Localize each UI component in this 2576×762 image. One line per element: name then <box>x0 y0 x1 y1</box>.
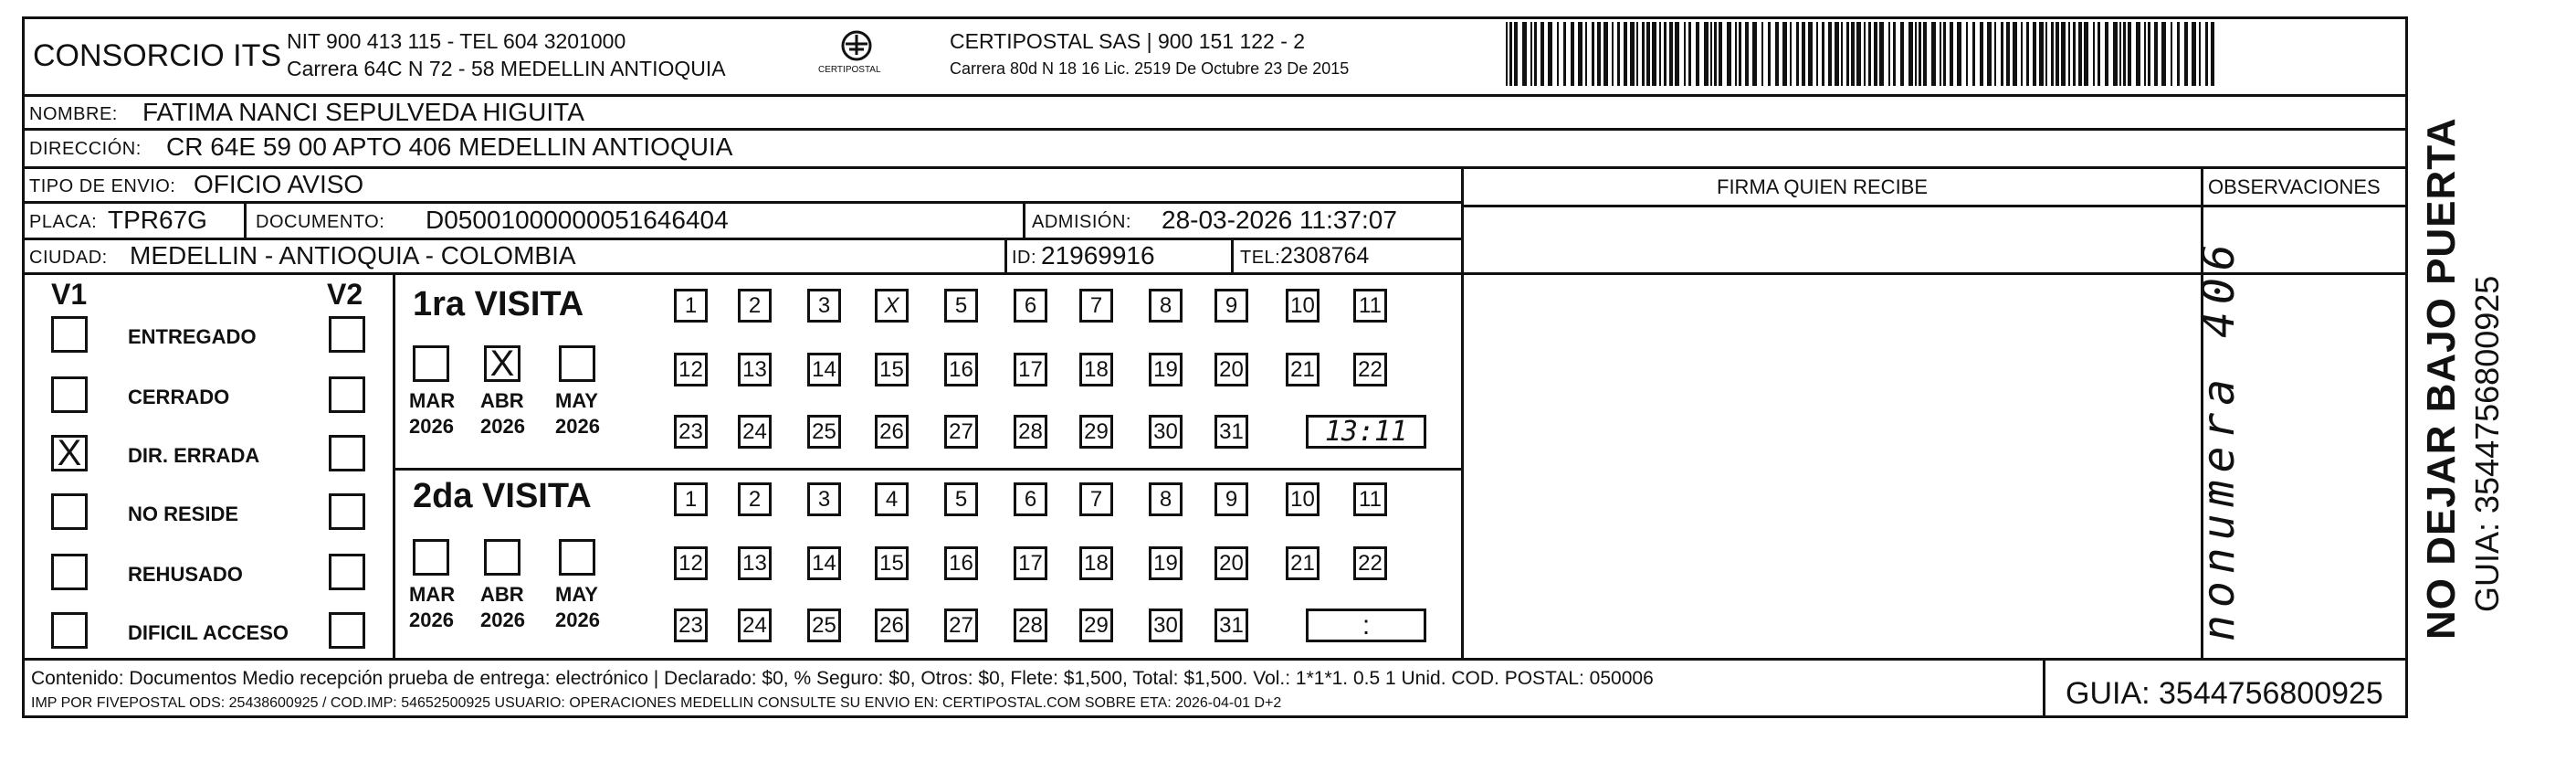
barcode-bar <box>1943 22 1946 86</box>
documento-value: D05001000000051646404 <box>426 206 729 234</box>
barcode-bar <box>1506 22 1508 86</box>
barcode-bar <box>2199 22 2201 86</box>
visit1-month-checkbox[interactable] <box>413 345 449 382</box>
barcode-bar <box>1919 22 1921 86</box>
visit1-day-cell[interactable]: X <box>875 289 909 323</box>
visit2-title: 2da VISITA <box>413 477 592 515</box>
barcode-bar <box>1893 22 1896 86</box>
visit1-month-checkbox[interactable]: X <box>484 345 520 382</box>
visit2-day-cell[interactable]: 13 <box>738 546 772 580</box>
status-v2-checkbox[interactable] <box>329 493 365 530</box>
visit1-day-cell[interactable]: 26 <box>875 415 909 449</box>
visit1-year-label: 2026 <box>409 415 454 438</box>
visit1-year-label: 2026 <box>480 415 525 438</box>
barcode-bar <box>2093 22 2095 86</box>
barcode-bar <box>1775 22 1779 86</box>
barcode-bar <box>2113 22 2118 86</box>
visit1-day-cell[interactable]: 10 <box>1286 289 1320 323</box>
visit2-day-cell[interactable]: 10 <box>1286 482 1320 516</box>
status-label: CERRADO <box>128 386 230 408</box>
visit1-day-cell[interactable]: 19 <box>1149 353 1183 386</box>
side-warning: NO DEJAR BAJO PUERTA <box>2419 117 2464 640</box>
visit2-day-cell[interactable]: 24 <box>738 609 772 642</box>
visit1-day-cell[interactable]: 21 <box>1286 353 1320 386</box>
barcode-bar <box>1735 22 1737 86</box>
barcode-bar <box>1522 22 1527 86</box>
visit2-day-cell[interactable]: 3 <box>807 482 841 516</box>
logo-caption: CERTIPOSTAL <box>818 65 881 75</box>
visit1-day-cell[interactable]: 29 <box>1079 415 1113 449</box>
visit1-year-label: 2026 <box>555 415 600 438</box>
footer-guia: GUIA: 3544756800925 <box>2066 676 2383 711</box>
barcode-bar <box>1597 22 1601 86</box>
barcode-bar <box>1987 22 1992 86</box>
status-v1-checkbox[interactable] <box>51 554 88 590</box>
id-label: ID: <box>1012 248 1037 268</box>
barcode-bar <box>2123 22 2126 86</box>
observaciones-header: OBSERVACIONES <box>2208 175 2381 198</box>
nombre-label: NOMBRE: <box>29 104 118 124</box>
barcode-bar <box>1630 22 1635 86</box>
barcode-bar <box>1592 22 1594 86</box>
visit2-day-cell[interactable]: 27 <box>944 609 978 642</box>
barcode-bar <box>2061 22 2066 86</box>
carrier-name: CERTIPOSTAL SAS | 900 151 122 - 2 <box>950 29 1306 53</box>
barcode-bar <box>1972 22 1975 86</box>
barcode-bar <box>1900 22 1904 86</box>
barcode-bar <box>1879 22 1884 86</box>
visit1-month-label: MAR <box>409 389 456 412</box>
barcode-bar <box>2026 22 2029 86</box>
visit1-day-cell[interactable]: 6 <box>1014 289 1047 323</box>
company-nit: NIT 900 413 115 - TEL 604 3201000 <box>287 29 626 53</box>
barcode-bar <box>1739 22 1741 86</box>
firma-header: FIRMA QUIEN RECIBE <box>1717 175 1929 198</box>
visit2-year-label: 2026 <box>480 609 525 631</box>
status-v2-checkbox[interactable] <box>329 612 365 649</box>
barcode-bar <box>2184 22 2188 86</box>
visit1-day-cell[interactable]: 1 <box>674 289 708 323</box>
ciudad-label: CIUDAD: <box>29 248 108 268</box>
visit1-day-cell[interactable]: 9 <box>1214 289 1248 323</box>
visit1-title: 1ra VISITA <box>413 285 584 323</box>
documento-label: DOCUMENTO: <box>256 212 385 232</box>
status-v2-checkbox[interactable] <box>329 376 365 413</box>
visit1-day-cell[interactable]: 24 <box>738 415 772 449</box>
barcode-bar <box>1578 22 1582 86</box>
status-label: DIR. ERRADA <box>128 444 260 467</box>
footer-imp: IMP POR FIVEPOSTAL ODS: 25438600925 / COD.IMP: 54652500925 USUARIO: OPERACIONES MEDELLIN CONSULTE SU ENVIO EN: CERTIPOSTAL.COM SOBRE ETA: 2026-04-01 D+2 <box>31 695 1282 711</box>
barcode-bar <box>2045 22 2047 86</box>
visit2-month-checkbox[interactable] <box>484 539 520 576</box>
barcode-bar <box>1841 22 1843 86</box>
barcode-bar <box>2128 22 2131 86</box>
tel-value: 2308764 <box>1280 243 1370 269</box>
admision-label: ADMISIÓN: <box>1032 212 1131 232</box>
barcode-bar <box>1557 22 1559 86</box>
barcode-bar <box>1603 22 1608 86</box>
barcode-bar <box>2192 22 2196 86</box>
barcode-bar <box>2056 22 2059 86</box>
direccion-label: DIRECCIÓN: <box>29 139 142 159</box>
visit2-day-cell[interactable]: 29 <box>1079 609 1113 642</box>
visit1-day-cell[interactable]: 18 <box>1079 353 1113 386</box>
visit2-day-cell[interactable]: 17 <box>1014 546 1047 580</box>
visit1-day-cell[interactable]: 2 <box>738 289 772 323</box>
barcode-bar <box>2161 22 2166 86</box>
barcode-bar <box>1727 22 1731 86</box>
barcode <box>1502 22 2224 86</box>
visit2-day-cell[interactable]: 31 <box>1214 609 1248 642</box>
barcode-bar <box>2051 22 2054 86</box>
status-label: ENTREGADO <box>128 325 257 348</box>
visit2-day-cell[interactable]: 30 <box>1149 609 1183 642</box>
visit1-day-cell[interactable]: 25 <box>807 415 841 449</box>
tipo-envio-value: OFICIO AVISO <box>194 170 364 198</box>
barcode-bar <box>1851 22 1855 86</box>
visit2-day-cell[interactable]: 21 <box>1286 546 1320 580</box>
status-v2-checkbox[interactable] <box>329 435 365 471</box>
barcode-bar <box>1745 22 1749 86</box>
barcode-bar <box>2021 22 2023 86</box>
id-value: 21969916 <box>1041 241 1155 270</box>
status-label: REHUSADO <box>128 563 243 586</box>
visit1-day-cell[interactable]: 20 <box>1214 353 1248 386</box>
barcode-bar <box>2039 22 2044 86</box>
visit1-day-cell[interactable]: 22 <box>1353 353 1387 386</box>
visit2-day-cell[interactable]: 2 <box>738 482 772 516</box>
barcode-bar <box>2033 22 2036 86</box>
visit1-day-cell[interactable]: 3 <box>807 289 841 323</box>
visit2-day-cell[interactable]: 15 <box>875 546 909 580</box>
barcode-bar <box>2211 22 2214 86</box>
carrier-address: Carrera 80d N 18 16 Lic. 2519 De Octubre 23 De 2015 <box>950 59 1350 78</box>
visit1-month-label: MAY <box>555 389 598 412</box>
visit1-day-cell[interactable]: 11 <box>1353 289 1387 323</box>
barcode-bar <box>1923 22 1927 86</box>
barcode-bar <box>1684 22 1686 86</box>
visit2-day-cell[interactable]: 6 <box>1014 482 1047 516</box>
visit2-month-label: MAR <box>409 583 456 606</box>
status-v1-checkbox[interactable] <box>51 612 88 649</box>
barcode-bar <box>2148 22 2150 86</box>
status-label: NO RESIDE <box>128 503 239 525</box>
status-v1-checkbox[interactable] <box>51 376 88 413</box>
barcode-bar <box>1514 22 1518 86</box>
barcode-bar <box>2001 22 2003 86</box>
barcode-bar <box>2098 22 2100 86</box>
visit1-day-cell[interactable]: 8 <box>1149 289 1183 323</box>
visit1-day-cell[interactable]: 30 <box>1149 415 1183 449</box>
barcode-bar <box>1808 22 1813 86</box>
barcode-bar <box>1675 22 1679 86</box>
status-label: DIFICIL ACCESO <box>128 621 289 644</box>
barcode-bar <box>1908 22 1913 86</box>
barcode-bar <box>1868 22 1871 86</box>
visit1-month-checkbox[interactable] <box>559 345 595 382</box>
visit1-day-cell[interactable]: 7 <box>1079 289 1113 323</box>
visit2-year-label: 2026 <box>409 609 454 631</box>
visit1-day-cell[interactable]: 13 <box>738 353 772 386</box>
barcode-bar <box>1864 22 1866 86</box>
barcode-bar <box>1696 22 1699 86</box>
barcode-bar <box>1802 22 1805 86</box>
tipo-envio-label: TIPO DE ENVIO: <box>29 176 176 196</box>
visit2-day-cell[interactable]: 14 <box>807 546 841 580</box>
placa-label: PLACA: <box>29 212 98 232</box>
barcode-bar <box>1950 22 1953 86</box>
certipostal-logo <box>813 27 900 79</box>
barcode-bar <box>2144 22 2146 86</box>
visit2-day-cell[interactable]: 20 <box>1214 546 1248 580</box>
barcode-bar <box>1585 22 1587 86</box>
barcode-bar <box>2073 22 2076 86</box>
company-name: CONSORCIO ITS <box>33 38 282 73</box>
barcode-bar <box>2084 22 2088 86</box>
visit2-day-cell[interactable]: 26 <box>875 609 909 642</box>
barcode-bar <box>1782 22 1787 86</box>
barcode-bar <box>1931 22 1936 86</box>
visit2-month-label: ABR <box>480 583 524 606</box>
v1-header: V1 <box>51 278 88 311</box>
visit1-day-cell[interactable]: 23 <box>674 415 708 449</box>
visit2-day-cell[interactable]: 22 <box>1353 546 1387 580</box>
barcode-bar <box>1612 22 1614 86</box>
barcode-bar <box>1835 22 1839 86</box>
visit1-day-cell[interactable]: 17 <box>1014 353 1047 386</box>
barcode-bar <box>2136 22 2140 86</box>
admision-value: 28-03-2026 11:37:07 <box>1162 206 1397 234</box>
visit1-month-label: ABR <box>480 389 524 412</box>
barcode-bar <box>1957 22 1961 86</box>
v2-header: V2 <box>327 278 363 311</box>
visit1-day-cell[interactable]: 31 <box>1214 415 1248 449</box>
visit1-day-cell[interactable]: 27 <box>944 415 978 449</box>
visit2-day-cell[interactable]: 9 <box>1214 482 1248 516</box>
barcode-bar <box>1888 22 1890 86</box>
barcode-bar <box>1642 22 1645 86</box>
status-v2-checkbox[interactable] <box>329 554 365 590</box>
company-address: Carrera 64C N 72 - 58 MEDELLIN ANTIOQUIA <box>287 57 726 80</box>
visit2-day-cell[interactable]: 23 <box>674 609 708 642</box>
barcode-bar <box>1530 22 1532 86</box>
visit2-day-cell[interactable]: 4 <box>875 482 909 516</box>
direccion-value: CR 64E 59 00 APTO 406 MEDELLIN ANTIOQUIA <box>166 132 733 161</box>
visit2-month-label: MAY <box>555 583 598 606</box>
barcode-bar <box>2154 22 2158 86</box>
placa-value: TPR67G <box>108 206 207 234</box>
barcode-bar <box>1617 22 1620 86</box>
visit1-day-cell[interactable]: 12 <box>674 353 708 386</box>
barcode-bar <box>1548 22 1552 86</box>
barcode-bar <box>1563 22 1566 86</box>
barcode-bar <box>2205 22 2208 86</box>
barcode-bar <box>2078 22 2082 86</box>
visit2-day-cell[interactable]: 11 <box>1353 482 1387 516</box>
barcode-bar <box>1669 22 1673 86</box>
visit1-day-cell[interactable]: 5 <box>944 289 978 323</box>
visit2-month-checkbox[interactable] <box>559 539 595 576</box>
barcode-bar <box>1714 22 1717 86</box>
barcode-bar <box>1540 22 1544 86</box>
side-guia: GUIA: 3544756800925 <box>2468 275 2506 612</box>
barcode-bar <box>2013 22 2017 86</box>
visit2-day-cell[interactable]: 7 <box>1079 482 1113 516</box>
tel-label: TEL: <box>1240 248 1281 268</box>
barcode-bar <box>1966 22 1968 86</box>
observaciones-handwritten: nonumera 406 <box>2193 237 2245 641</box>
barcode-bar <box>1646 22 1650 86</box>
visit2-day-cell[interactable]: 16 <box>944 546 978 580</box>
barcode-bar <box>1659 22 1661 86</box>
barcode-bar <box>2171 22 2172 86</box>
barcode-bar <box>1790 22 1792 86</box>
barcode-bar <box>1768 22 1771 86</box>
barcode-bar <box>1980 22 1983 86</box>
barcode-bar <box>1828 22 1832 86</box>
footer-content: Contenido: Documentos Medio recepción prueba de entrega: electrónico | Declarado: $0, % Seguro: $0, Otros: $0, Flete: $1,500, Total: $1,500. Vol.: 1*1*1. 0.5 1 Unid. COD. POSTAL: 050006 <box>31 668 1654 689</box>
barcode-bar <box>1636 22 1638 86</box>
barcode-bar <box>2177 22 2180 86</box>
status-v2-checkbox[interactable] <box>329 316 365 353</box>
barcode-bar <box>1874 22 1877 86</box>
barcode-bar <box>1688 22 1691 86</box>
barcode-bar <box>2105 22 2108 86</box>
barcode-bar <box>1652 22 1656 86</box>
status-v1-checkbox[interactable]: X <box>51 435 88 471</box>
barcode-bar <box>1915 22 1917 86</box>
visit1-day-cell[interactable]: 16 <box>944 353 978 386</box>
visit2-day-cell[interactable]: 25 <box>807 609 841 642</box>
barcode-bar <box>2119 22 2121 86</box>
status-v1-checkbox[interactable] <box>51 493 88 530</box>
visit1-time-box[interactable]: 13:11 <box>1306 415 1426 449</box>
barcode-bar <box>1822 22 1824 86</box>
barcode-bar <box>1816 22 1818 86</box>
visit1-day-cell[interactable]: 14 <box>807 353 841 386</box>
barcode-bar <box>2006 22 2010 86</box>
visit2-day-cell[interactable]: 1 <box>674 482 708 516</box>
barcode-bar <box>1752 22 1757 86</box>
barcode-bar <box>1856 22 1861 86</box>
barcode-bar <box>1940 22 1941 86</box>
barcode-bar <box>1571 22 1574 86</box>
visit2-day-cell[interactable]: 19 <box>1149 546 1183 580</box>
barcode-bar <box>1761 22 1763 86</box>
visit2-day-cell[interactable]: 18 <box>1079 546 1113 580</box>
barcode-bar <box>1796 22 1799 86</box>
barcode-bar <box>1509 22 1512 86</box>
visit2-day-cell[interactable]: 28 <box>1014 609 1047 642</box>
nombre-value: FATIMA NANCI SEPULVEDA HIGUITA <box>142 98 584 126</box>
ciudad-value: MEDELLIN - ANTIOQUIA - COLOMBIA <box>130 241 576 270</box>
barcode-bar <box>1719 22 1722 86</box>
barcode-bar <box>1710 22 1712 86</box>
barcode-bar <box>1534 22 1537 86</box>
barcode-bar <box>1846 22 1849 86</box>
visit2-year-label: 2026 <box>555 609 600 631</box>
barcode-bar <box>1624 22 1627 86</box>
visit1-day-cell[interactable]: 15 <box>875 353 909 386</box>
visit2-day-cell[interactable]: 5 <box>944 482 978 516</box>
visit2-day-cell[interactable]: 12 <box>674 546 708 580</box>
visit2-time-box[interactable]: : <box>1306 609 1426 642</box>
barcode-bar <box>1994 22 1996 86</box>
status-v1-checkbox[interactable] <box>51 316 88 353</box>
barcode-bar <box>1704 22 1709 86</box>
visit2-day-cell[interactable]: 8 <box>1149 482 1183 516</box>
visit1-day-cell[interactable]: 28 <box>1014 415 1047 449</box>
barcode-bar <box>1664 22 1667 86</box>
visit2-month-checkbox[interactable] <box>413 539 449 576</box>
barcode-bar <box>2068 22 2070 86</box>
